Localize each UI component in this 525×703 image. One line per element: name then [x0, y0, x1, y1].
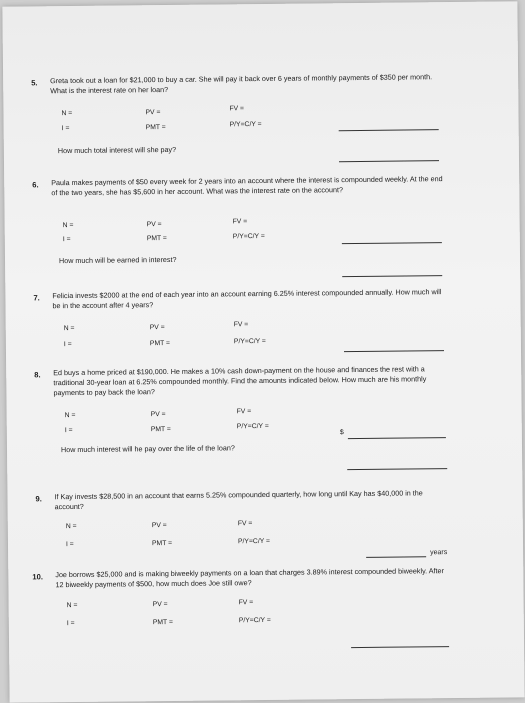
problem-text: Greta took out a loan for $21,000 to buy a car. She will pay it back over 6 years of monthly payments of $350 per month. What is the interest rate on her loan?	[50, 72, 433, 96]
field-fv: FV =	[233, 321, 249, 329]
field-i: I =	[64, 427, 73, 435]
problem-6	[4, 173, 519, 266]
answer-line[interactable]	[342, 275, 442, 277]
problem-number: 8.	[34, 370, 41, 380]
field-pmt: PMT =	[152, 618, 173, 627]
field-fv: FV =	[236, 408, 252, 416]
field-py-cy: P/Y=C/Y =	[236, 422, 269, 431]
currency-symbol: $	[339, 429, 344, 437]
answer-line[interactable]	[347, 468, 447, 470]
problem-10	[8, 565, 523, 628]
problem-8	[6, 363, 521, 455]
problem-5	[3, 71, 518, 156]
field-py-cy: P/Y=C/Y =	[233, 337, 266, 346]
field-n: N =	[66, 601, 78, 610]
field-py-cy: P/Y=C/Y =	[232, 232, 265, 241]
field-pmt: PMT =	[146, 235, 167, 243]
field-i: I =	[62, 236, 71, 244]
answer-line[interactable]	[339, 129, 439, 131]
field-i: I =	[65, 540, 74, 549]
field-n: N =	[61, 109, 73, 118]
unit-label: years	[430, 549, 448, 557]
field-pv: PV =	[151, 522, 167, 530]
problem-text: Paula makes payments of $50 every week for 2 years into an account where the interest is compounded weekly. At the end of the two years, she has $5,600 in her account. What was the interest rate on the account?	[51, 174, 443, 198]
field-py-cy: P/Y=C/Y =	[237, 537, 271, 546]
field-pmt: PMT =	[145, 124, 166, 132]
field-n: N =	[62, 221, 74, 230]
problem-number: 9.	[35, 494, 42, 504]
followup-question: How much will be earned in interest?	[58, 254, 177, 266]
field-fv: FV =	[232, 218, 248, 226]
answer-line[interactable]	[339, 160, 439, 162]
problem-text: If Kay invests $28,500 in an account that earns 5.25% compounded quarterly, how long until Kay has $40,000 in the account?	[54, 488, 423, 512]
field-py-cy: P/Y=C/Y =	[238, 616, 271, 625]
answer-line[interactable]	[342, 242, 442, 244]
field-n: N =	[65, 522, 77, 531]
problem-text: Felicia invests $2000 at the end of each year into an account earning 6.25% interest compounded annually. How much will be in the account after 4 years?	[52, 287, 442, 311]
field-fv: FV =	[238, 599, 254, 607]
field-n: N =	[64, 411, 76, 420]
problem-9	[7, 487, 522, 557]
field-fv: FV =	[229, 105, 245, 113]
field-i: I =	[61, 125, 70, 133]
followup-question: How much interest will he pay over the life of the loan?	[60, 443, 235, 455]
followup-question: How much total interest will she pay?	[57, 144, 177, 156]
field-pmt: PMT =	[149, 339, 171, 348]
worksheet-page	[2, 1, 524, 702]
problem-number: 6.	[32, 180, 39, 190]
field-pv: PV =	[145, 109, 161, 117]
field-n: N =	[63, 324, 75, 333]
problem-7	[5, 286, 520, 349]
answer-line[interactable]	[344, 350, 444, 352]
problem-number: 5.	[31, 78, 38, 88]
field-pmt: PMT =	[151, 539, 173, 548]
field-pv: PV =	[149, 324, 165, 332]
problem-number: 7.	[33, 293, 40, 303]
problem-number: 10.	[32, 572, 43, 582]
field-pv: PV =	[152, 601, 168, 609]
problem-text: Ed buys a home priced at $190,000. He makes a 10% cash down-payment on the house and finances the rest with a traditional 30-year loan at 6.25% compounded monthly. Find the amounts indicated below. How much are his monthly payments to pay back the loan?	[53, 364, 427, 398]
field-pmt: PMT =	[150, 425, 171, 434]
answer-line[interactable]	[366, 556, 426, 558]
field-pv: PV =	[146, 221, 162, 229]
answer-line[interactable]	[351, 646, 449, 648]
field-py-cy: P/Y=C/Y =	[229, 121, 262, 129]
field-i: I =	[63, 341, 72, 349]
answer-line[interactable]	[348, 437, 446, 439]
problem-text: Joe borrows $25,000 and is making biweekly payments on a loan that charges 3.89% interest compounded biweekly. After 12 biweekly payments of $500, how much does Joe still owe?	[55, 566, 444, 590]
field-fv: FV =	[237, 520, 253, 528]
field-pv: PV =	[150, 411, 166, 419]
field-i: I =	[66, 619, 75, 628]
